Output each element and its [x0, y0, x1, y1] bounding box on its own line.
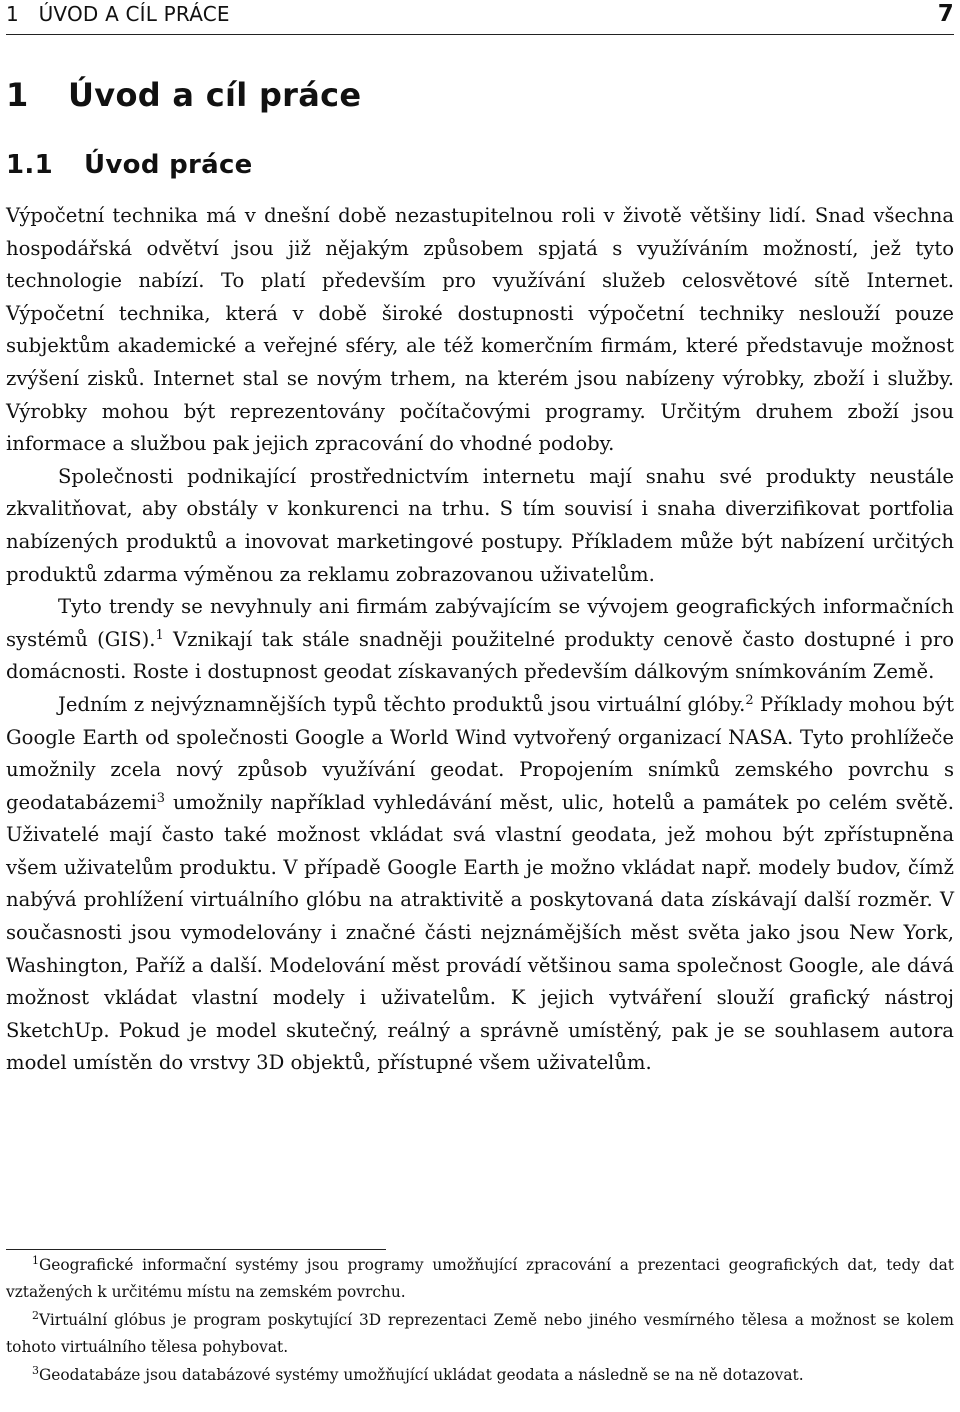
paragraph-text: umožnily například vyhledávání měst, ulic, hotelů a památek po celém světě. Uživatelé mají často také možnost vkládat svá vlastní geodata, jež mohou být zpřístupněna všem uživatelům produktu. V případě Google Earth je možno vkládat např. modely budov, čímž nabývá prohlížení virtuálního glóbu na atraktivitě a poskytovaná data získávají další rozměr. V současnosti jsou vymodelovány i značné části nejznámějších měst světa jako jsou New York, Washington, Paříž a další. Modelování měst provádí většinou sama společnost Google, ale dává možnost vkládat vlastní modely i uživatelům. K jejich vytváření slouží grafický nástroj SketchUp. Pokud je model skutečný, reálný a správně umístěný, pak je se souhlasem autora model umístěn do vrstvy 3D objektů, přístupné všem uživatelům. — [6, 790, 954, 1075]
paragraph-text: Společnosti podnikající prostřednictvím internetu mají snahu své produkty neustále zkvalitňovat, aby obstály v konkurenci na trhu. S tím souvisí i snaha diverzifikovat portfolia nabízených produktů a inovovat marketingové postupy. Příkladem může být nabízení určitých produktů zdarma výměnou za reklamu zobrazovanou uživatelům. — [6, 464, 954, 586]
section-heading — [6, 150, 253, 180]
header-rule — [6, 34, 954, 35]
section-number: 1.1 — [6, 150, 53, 180]
chapter-heading — [6, 76, 361, 114]
footnote-text: Virtuální glóbus je program poskytující 3D reprezentaci Země nebo jiného vesmírného tělesa a možnost se kolem tohoto virtuálního tělesa pohybovat. — [6, 1310, 954, 1357]
footnote-ref[interactable]: 1 — [155, 627, 164, 643]
footnote — [6, 1362, 954, 1389]
section-title: Úvod práce — [84, 150, 253, 180]
paragraph — [6, 461, 954, 591]
footnotes — [6, 1252, 954, 1389]
chapter-title: Úvod a cíl práce — [68, 76, 362, 114]
footnote-ref[interactable]: 3 — [156, 790, 165, 806]
footnote — [6, 1252, 954, 1307]
footnote-mark: 1 — [32, 1254, 39, 1267]
chapter-number: 1 — [6, 76, 29, 114]
footnote-mark: 2 — [32, 1308, 39, 1322]
paragraph-text: Výpočetní technika má v dnešní době nezastupitelnou roli v životě většiny lidí. Snad všechna hospodářská odvětví jsou již nějakým způsobem spjatá s využíváním možností, jež tyto technologie nabízí. To platí především pro využívání služeb celosvětové sítě Internet. Výpočetní technika, která v době široké dostupnosti výpočetní techniky neslouží pouze subjektům akademické a veřejné sféry, ale též komerčním firmám, které představuje možnost zvýšení zisků. Internet stal se novým trhem, na kterém jsou nabízeny výrobky, zboží i služby. Výrobky mohou být reprezentovány počítačovými programy. Určitým druhem zboží jsou informace a službou pak jejich zpracování do vhodné podoby. — [6, 204, 954, 456]
footnote-mark: 3 — [32, 1363, 39, 1377]
paragraph — [6, 689, 954, 1080]
paragraph-text: Tyto trendy se nevyhnuly ani firmám zabývajícím se vývojem geografických informačních systémů (GIS). — [6, 595, 954, 651]
paragraph-text: Jedním z nejvýznamnějších typů těchto produktů jsou virtuální glóby. — [58, 692, 746, 716]
paragraph — [6, 200, 954, 461]
page-number: 7 — [937, 1, 954, 27]
footnote-rule — [6, 1249, 386, 1250]
footnote — [6, 1307, 954, 1362]
paragraph-text: Příklady mohou být Google Earth od společnosti Google a World Wind vytvořený organizací NASA. Tyto prohlížeče umožnily zcela nový způsob využívání geodat. Propojením snímků zemského povrchu s geodatabázemi — [6, 692, 954, 814]
running-header-chapter: 1 ÚVOD A CÍL PRÁCE — [6, 2, 230, 26]
footnote-ref[interactable]: 2 — [745, 692, 754, 708]
running-header — [6, 0, 954, 28]
body-text — [6, 200, 954, 1080]
footnote-text: Geodatabáze jsou databázové systémy umožňující ukládat geodata a následně se na ně dotazovat. — [39, 1365, 804, 1384]
paragraph — [6, 591, 954, 689]
footnote-text: Geografické informační systémy jsou programy umožňující zpracování a prezentaci geografických dat, tedy dat vztažených k určitému místu na zemském povrchu. — [6, 1256, 954, 1302]
paragraph-text: Vznikají tak stále snadněji použitelné produkty cenově často dostupné i pro domácnosti. Roste i dostupnost geodat získavaných především dálkovým snímkováním Země. — [6, 627, 954, 684]
